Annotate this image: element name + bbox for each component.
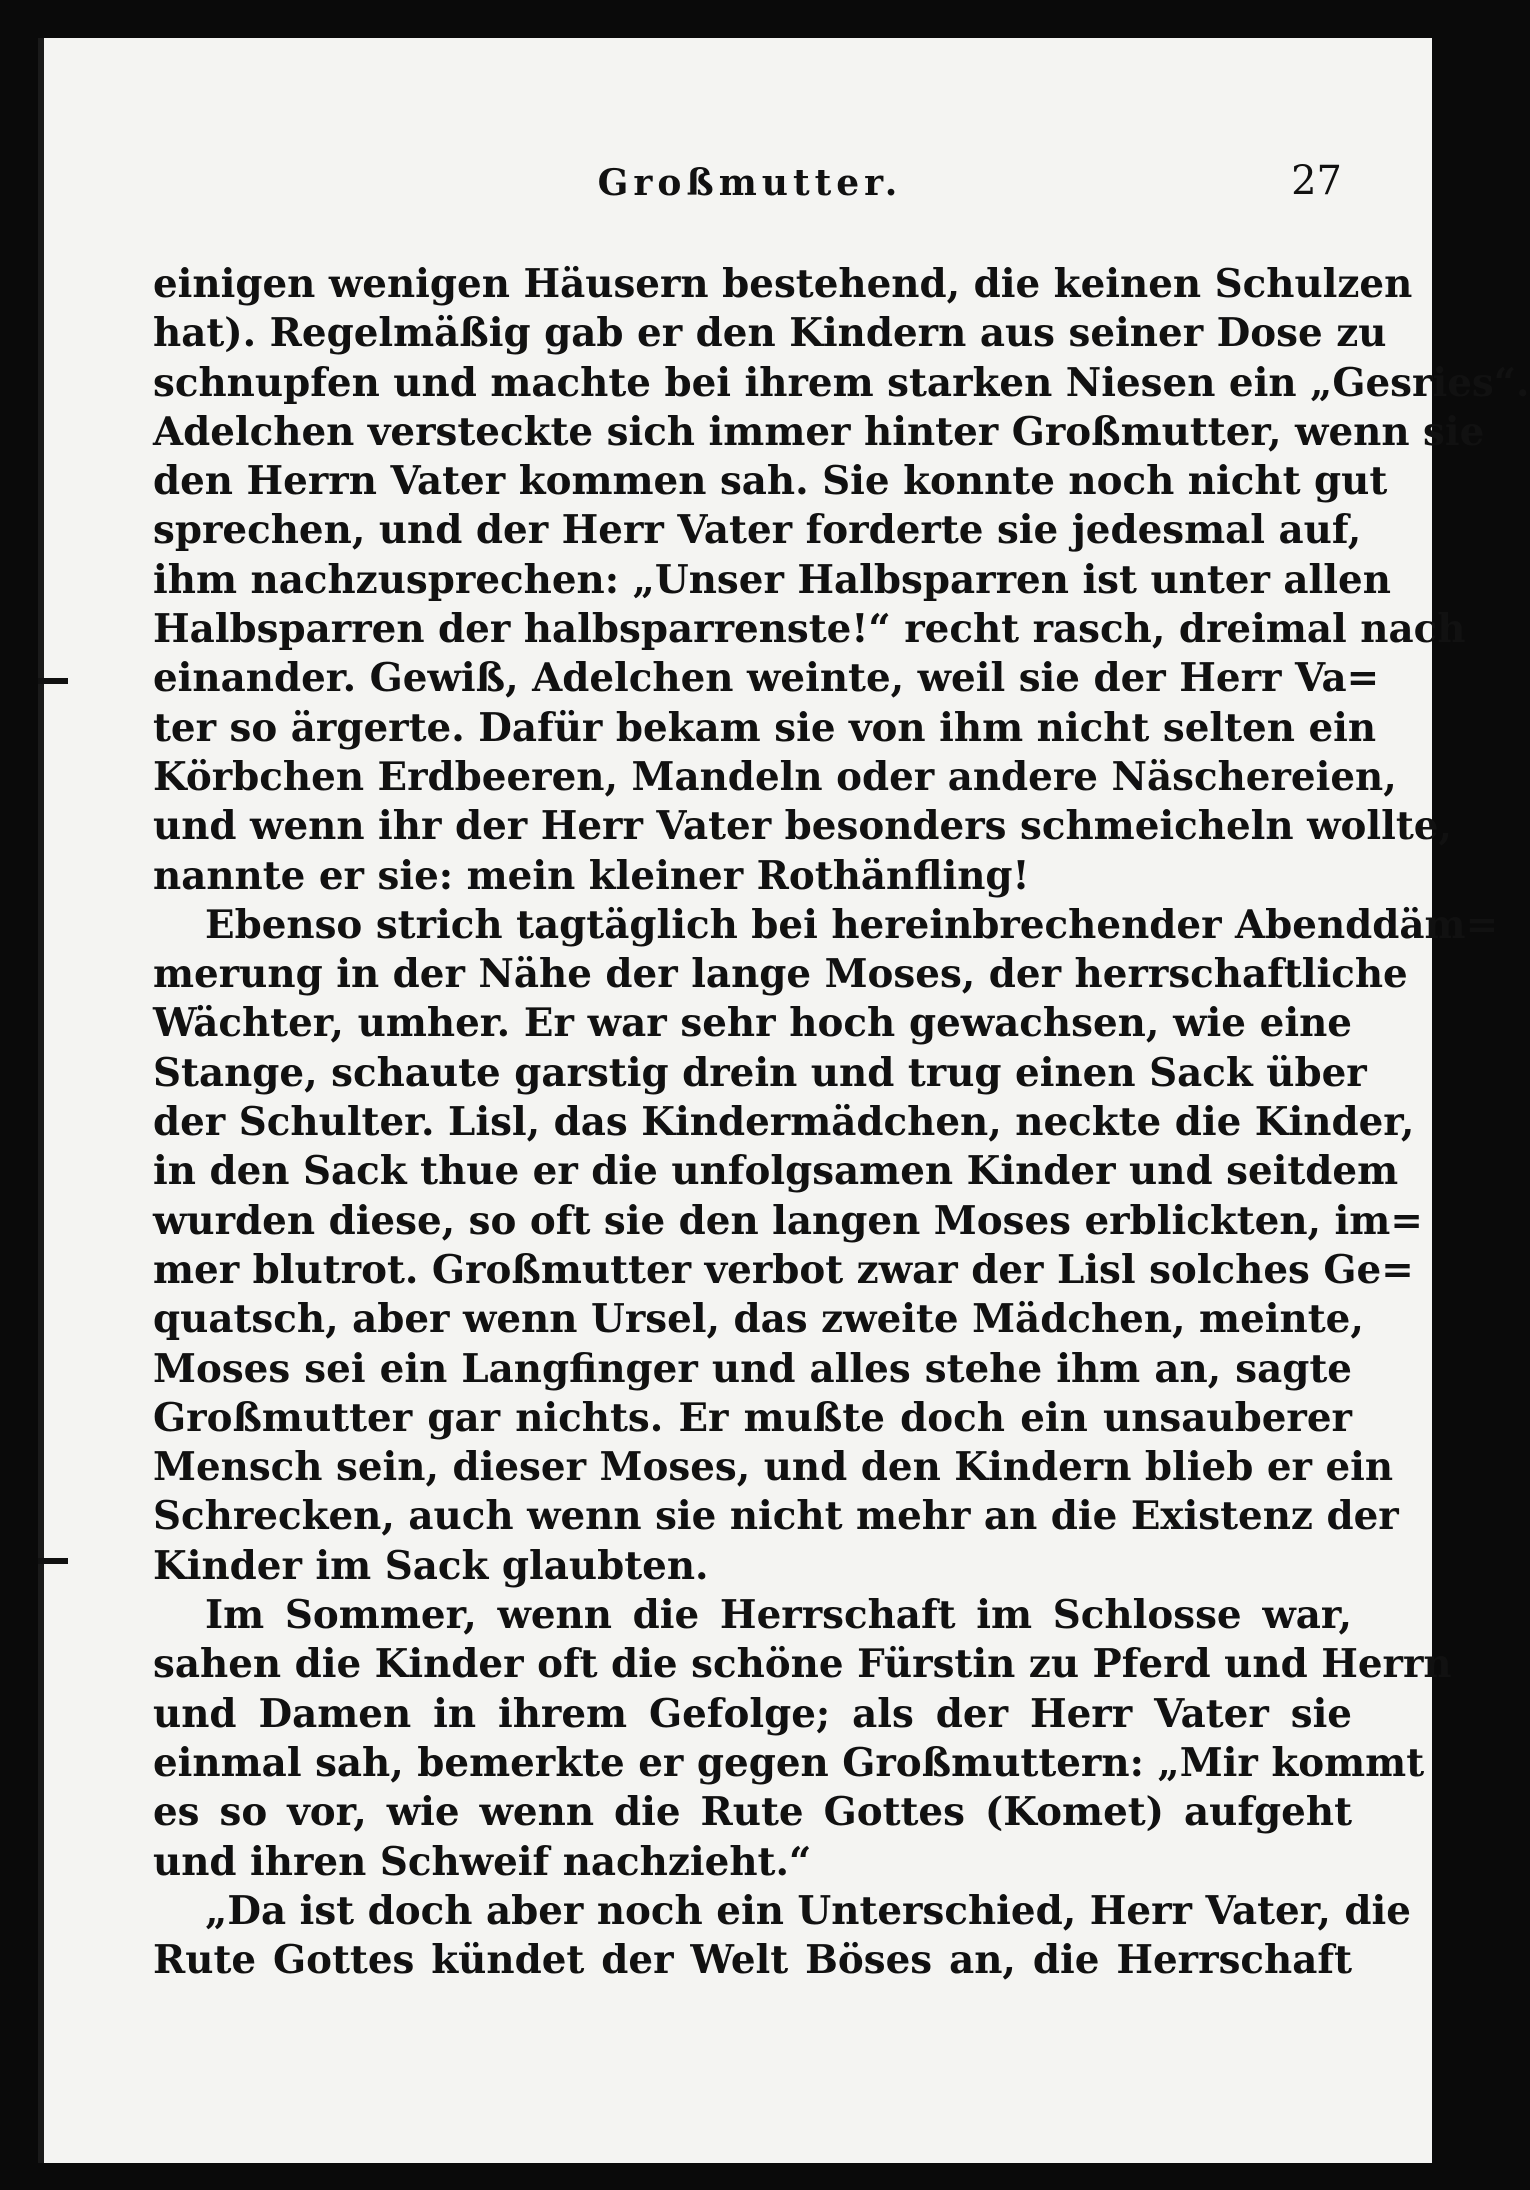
text-line: einander. Gewiß, Adelchen weinte, weil sie der Herr Va= xyxy=(153,656,1380,702)
text-line: sahen die Kinder oft die schöne Fürstin zu Pferd und Herrn xyxy=(153,1642,1452,1688)
paragraph-end-line: Kinder im Sack glaubten. xyxy=(153,1543,709,1589)
text-line: hat). Regelmäßig gab er den Kindern aus seiner Dose zu xyxy=(153,311,1387,357)
text-line: in den Sack thue er die unfolgsamen Kinder und seitdem xyxy=(153,1149,1399,1195)
binding-cord-bottom xyxy=(38,1558,68,1564)
running-head: Großmutter. xyxy=(597,162,903,204)
page-header xyxy=(158,148,1342,218)
paragraph-end-line: nannte er sie: mein kleiner Rothänfling! xyxy=(153,853,1030,899)
text-line: und wenn ihr der Herr Vater besonders schmeicheln wollte, xyxy=(153,804,1452,850)
text-line: Großmutter gar nichts. Er mußte doch ein unsauberer xyxy=(153,1395,1352,1441)
text-line: Wächter, umher. Er war sehr hoch gewachsen, wie eine xyxy=(153,1001,1352,1047)
text-line: wurden diese, so oft sie den langen Moses erblickten, im= xyxy=(153,1198,1423,1244)
text-line: mer blutrot. Großmutter verbot zwar der Lisl solches Ge= xyxy=(153,1247,1414,1293)
text-line: es so vor, wie wenn die Rute Gottes (Komet) aufgeht xyxy=(153,1790,1352,1836)
text-line: einigen wenigen Häusern bestehend, die keinen Schulzen xyxy=(153,262,1413,307)
text-line: Stange, schaute garstig drein und trug einen Sack über xyxy=(153,1050,1367,1096)
text-line: ihm nachzusprechen: „Unser Halbsparren ist unter allen xyxy=(153,557,1391,603)
text-line: und Damen in ihrem Gefolge; als der Herr Vater sie xyxy=(153,1691,1352,1737)
text-line: merung in der Nähe der lange Moses, der herrschaftliche xyxy=(153,952,1408,998)
paragraph-end-line: und ihren Schweif nachzieht.“ xyxy=(153,1839,812,1885)
text-line: Mensch sein, dieser Moses, und den Kindern blieb er ein xyxy=(153,1445,1394,1491)
text-line: der Schulter. Lisl, das Kindermädchen, neckte die Kinder, xyxy=(153,1100,1415,1146)
book-page xyxy=(38,38,1530,2163)
text-line: Schrecken, auch wenn sie nicht mehr an die Existenz der xyxy=(153,1494,1399,1540)
page-number: 27 xyxy=(1291,158,1342,204)
paragraph-start-line: Ebenso strich tagtäglich bei hereinbrechender Abenddäm= xyxy=(205,902,1499,948)
text-line: Adelchen versteckte sich immer hinter Großmutter, wenn sie xyxy=(153,409,1485,455)
text-line: quatsch, aber wenn Ursel, das zweite Mädchen, meinte, xyxy=(153,1297,1364,1343)
binding-cord-top xyxy=(38,678,68,684)
text-line: Moses sei ein Langfinger und alles stehe ihm an, sagte xyxy=(153,1346,1352,1392)
text-line: den Herrn Vater kommen sah. Sie konnte noch nicht gut xyxy=(153,459,1388,505)
paragraph-start-line: „Da ist doch aber noch ein Unterschied, Herr Vater, die xyxy=(205,1888,1411,1934)
text-line: Körbchen Erdbeeren, Mandeln oder andere Näschereien, xyxy=(153,754,1397,800)
text-line: schnupfen und machte bei ihrem starken Niesen ein „Gesries“. xyxy=(153,360,1530,406)
binding-edge xyxy=(38,38,44,2163)
text-line: ter so ärgerte. Dafür bekam sie von ihm nicht selten ein xyxy=(153,705,1377,751)
body-text xyxy=(153,260,1530,1985)
text-line: sprechen, und der Herr Vater forderte sie jedesmal auf, xyxy=(153,508,1362,554)
text-line: Rute Gottes kündet der Welt Böses an, die Herrschaft xyxy=(153,1938,1352,1984)
paragraph-start-line: Im Sommer, wenn die Herrschaft im Schlosse war, xyxy=(205,1593,1352,1639)
text-line: Halbsparren der halbsparrenste!“ recht rasch, dreimal nach xyxy=(153,607,1466,653)
text-line: einmal sah, bemerkte er gegen Großmuttern: „Mir kommt xyxy=(153,1740,1425,1786)
